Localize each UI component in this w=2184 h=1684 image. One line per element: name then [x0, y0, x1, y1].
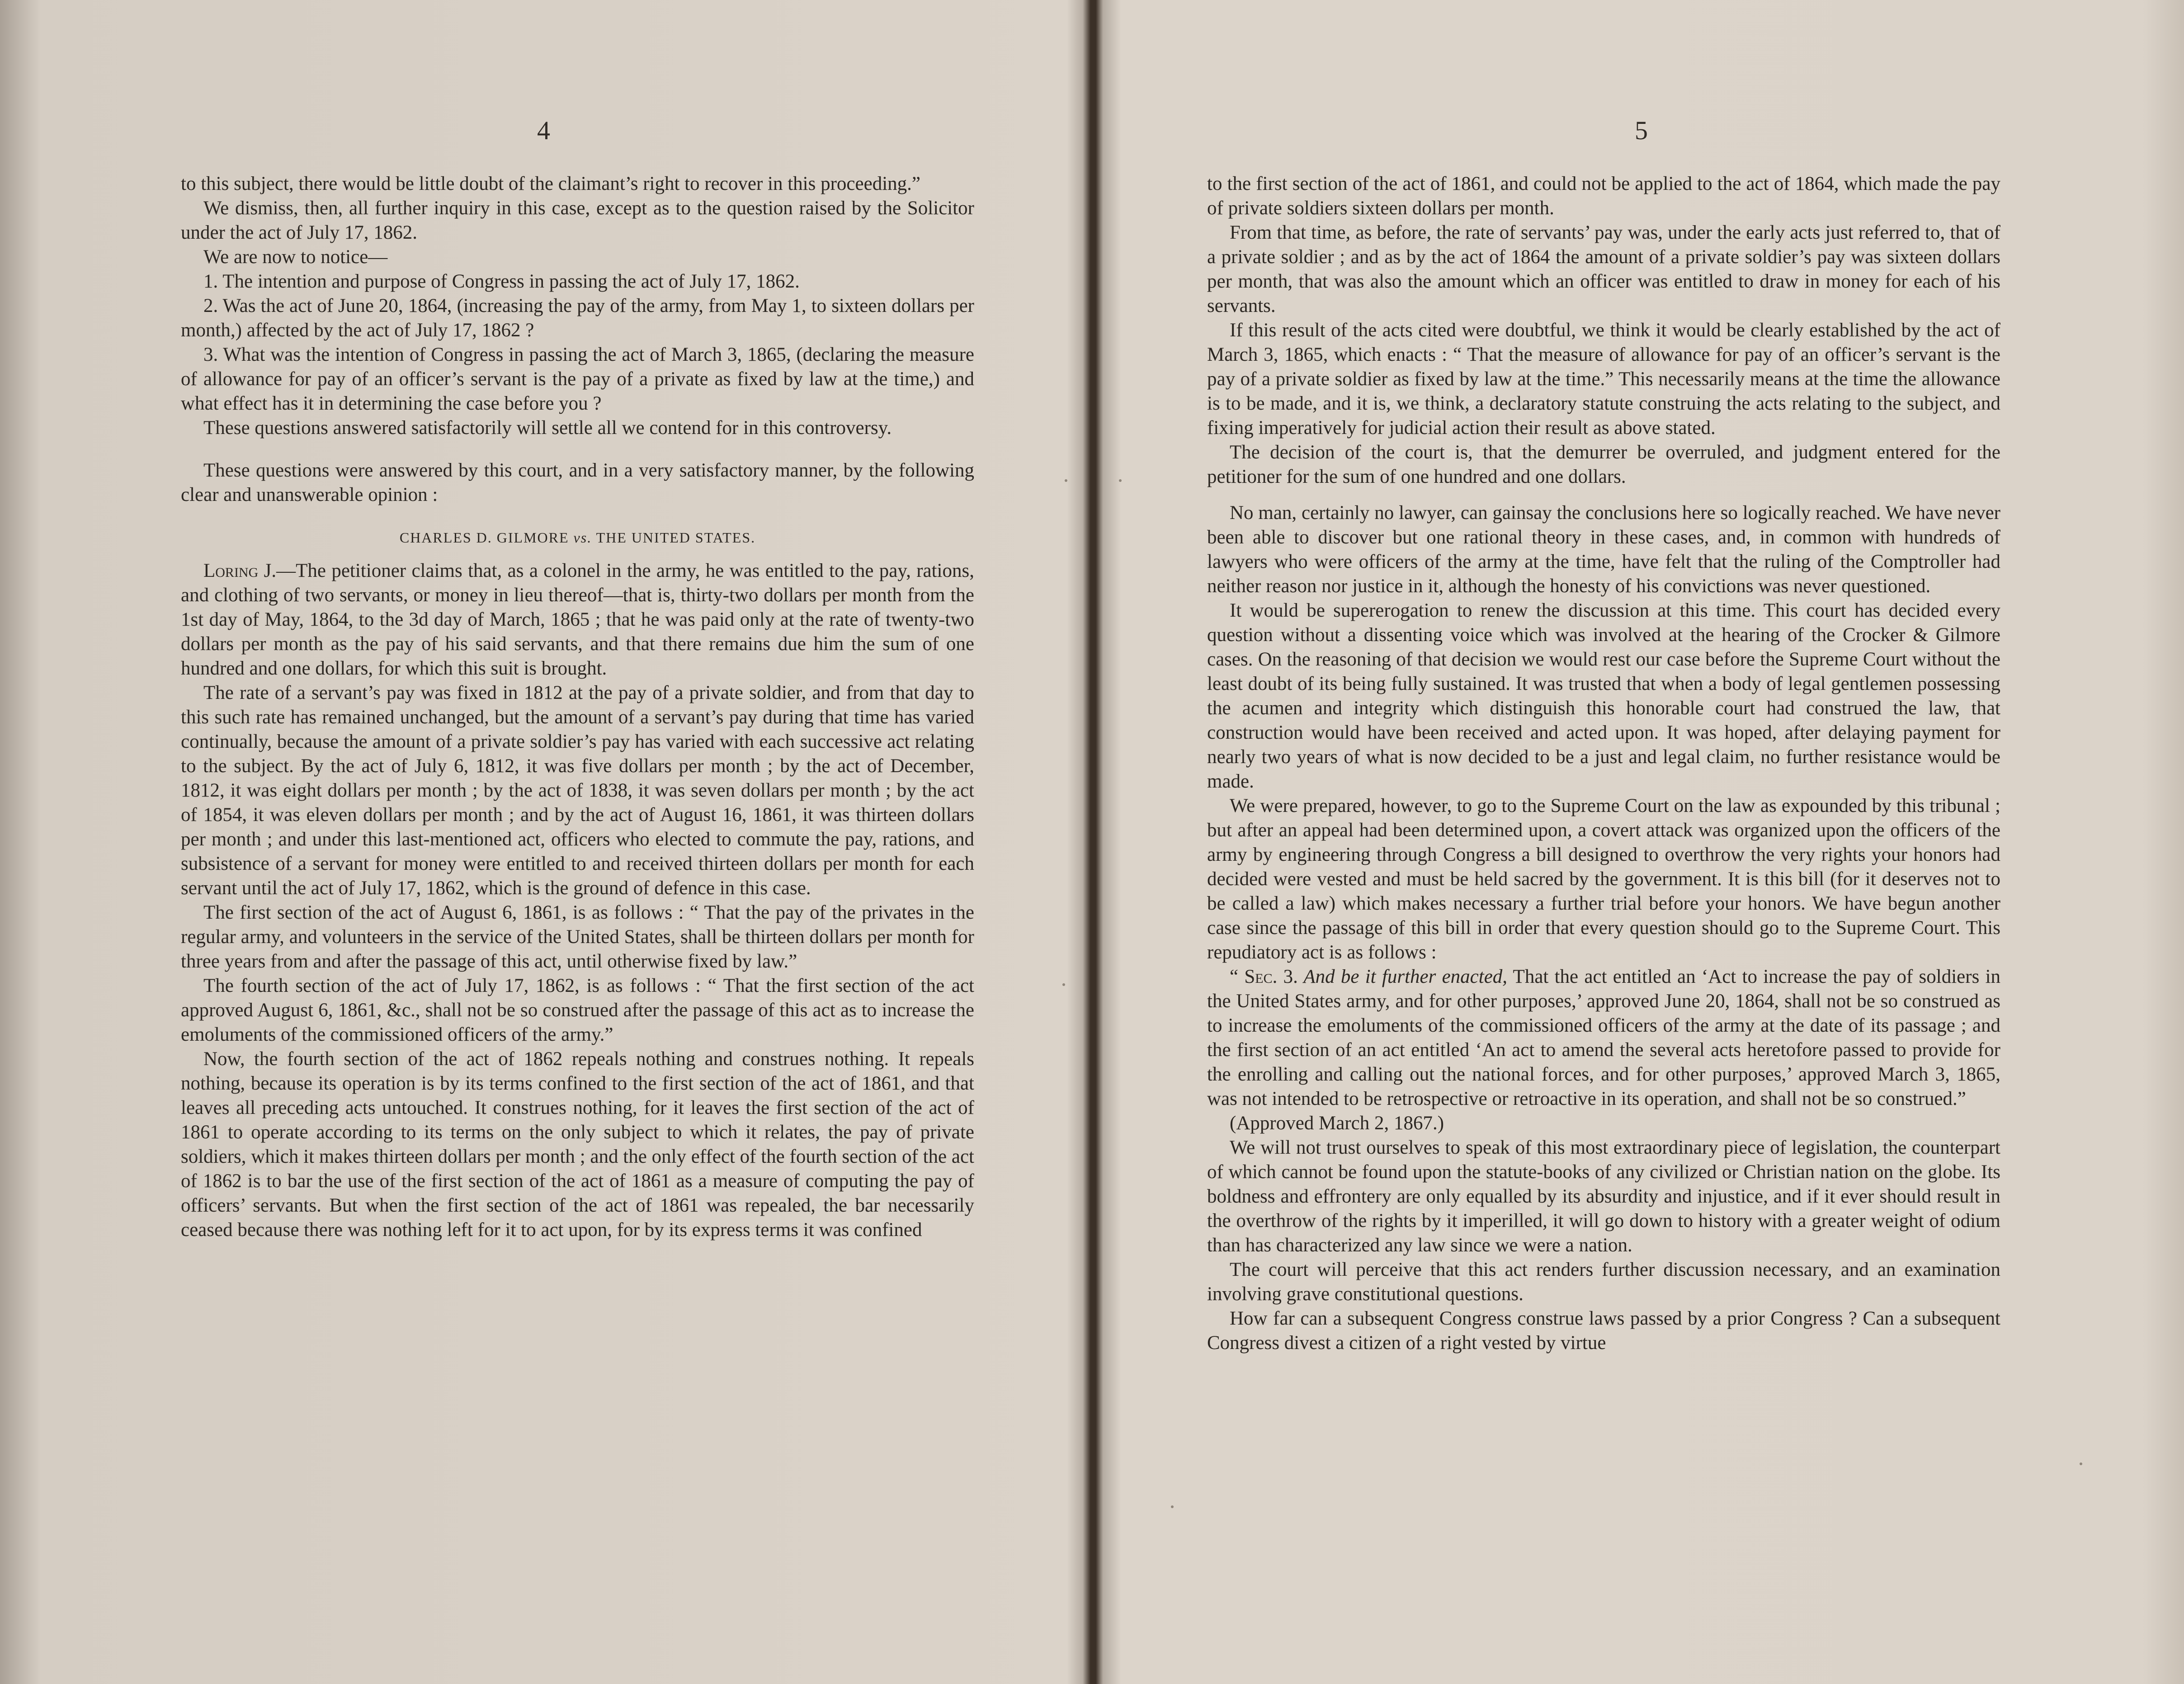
paper-speck [1062, 983, 1065, 986]
judge-name: Loring J. [203, 560, 277, 581]
paragraph: The decision of the court is, that the demurrer be overruled, and judgment entered for the petitioner for the sum of one hundred and one dollars. [1207, 442, 2000, 487]
paragraph: If this result of the acts cited were doubtful, we think it would be clearly established by the act of March 3, 1865, which enacts : “ That the measure of allowance for pay of an officer’s servant is the pay of a private soldier as fixed by law at the time.” This necessarily means at the time the allowance is to be made, and it is, we think, a declaratory statute construing the acts relating to the subject, and fixing imperatively for judicial action their result as above stated. [1207, 320, 2000, 439]
statute-section: Sec. 3. [1244, 966, 1298, 987]
paragraph: From that time, as before, the rate of servants’ pay was, under the early acts just referred to, that of a private soldier ; and as by the act of 1864 the amount of a private soldier’s pay was sixteen dollars per month, that was also the amount which an officer was entitled to draw in money for each of his servants. [1207, 222, 2000, 316]
right-text-column [1207, 172, 2000, 1355]
paragraph: We will not trust ourselves to speak of this most extraordinary piece of legislation, the counterpart of which cannot be found upon the statute-books of any civilized or Christian nation on the globe. Its boldness and effrontery are only equalled by its absurdity and injustice, and if it ever should result in the overthrow of the rights by it imperilled, it will go down to history with a greater weight of odium than has characterized any law since we were a nation. [1207, 1137, 2000, 1256]
paragraph: No man, certainly no lawyer, can gainsay the conclusions here so logically reached. We have never been able to discover but one rational theory in these cases, and, in common with hundreds of lawyers who were officers of the army at the time, have felt that the ruling of the Comptroller had neither reason nor justice in it, although the honesty of his convictions was never questioned. [1207, 502, 2000, 597]
statute-text: That the act entitled an ‘Act to increase the pay of soldiers in the United States army, and for other purposes,’ approved June 20, 1864, shall not be so construed as to increase the emoluments of the commissioned officers of the army at the date of its passage ; and the first section of an act entitled ‘An act to amend the several acts heretofore passed to provide for the enrolling and calling out the national forces, and for other purposes,’ approved March 3, 1865, was not intended to be retrospective or retroactive in its operation, and shall not be so construed.” [1207, 966, 2001, 1109]
paper-speck [1119, 479, 1122, 482]
paper-speck [2080, 1462, 2082, 1465]
paragraph: These questions answered satisfactorily will settle all we contend for in this controversy. [203, 417, 892, 439]
right-page [1099, 0, 2184, 1684]
opinion-paragraph: The first section of the act of August 6, 1861, is as follows : “ That the pay of the privates in the regular army, and volunteers in the service of the United States, shall be thirteen dollars per month for three years from and after the passage of this act, until otherwise fixed by law.” [181, 902, 974, 972]
paper-speck [1065, 479, 1067, 482]
list-item: 3. What was the intention of Congress in passing the act of March 3, 1865, (declaring the measure of allowance for pay of an officer’s servant is the pay of a private as fixed by law at the time,) and what effect has it in determining the case before you ? [181, 344, 974, 414]
left-text-column [181, 172, 974, 1242]
paragraph: to the first section of the act of 1861, and could not be applied to the act of 1864, which made the pay of private soldiers sixteen dollars per month. [1207, 173, 2000, 219]
paragraph: The court will perceive that this act renders further discussion necessary, and an examination involving grave constitutional questions. [1207, 1259, 2000, 1305]
left-page [0, 0, 1087, 1684]
case-versus: vs. [573, 529, 592, 546]
opinion-text: —The petitioner claims that, as a colonel in the army, he was entitled to the pay, rations, and clothing of two servants, or money in lieu thereof—that is, thirty-two dollars per month from the 1st day of May, 1864, to the 3d day of March, 1865 ; that he was paid only at the rate of twenty-two dollars per month as the pay of his said servants, and that there remains due him the sum of one hundred and one dollars, for which this suit is brought. [181, 560, 974, 679]
paper-speck [1171, 1505, 1174, 1508]
paragraph: to this subject, there would be little doubt of the claimant’s right to recover in this proceeding.” [181, 173, 920, 194]
case-heading [181, 525, 974, 550]
paragraph: How far can a subsequent Congress construe laws passed by a prior Congress ? Can a subsequent Congress divest a citizen of a right vested by virtue [1207, 1308, 2000, 1354]
page-number: 4 [537, 116, 550, 145]
opinion-paragraph: Now, the fourth section of the act of 1862 repeals nothing and construes nothing. It repeals nothing, because its operation is by its terms confined to the first section of the act of 1861, and that leaves all preceding acts untouched. It construes nothing, for it leaves the first section of the act of 1861 to operate according to its terms on the only subject to which it relates, the pay of private soldiers, which it makes thirteen dollars per month ; and the only effect of the fourth section of the act of 1862 is to bar the use of the first section of the act of 1861 as a measure of computing the pay of officers’ servants. But when the first section of the act of 1861 was repealed, the bar necessarily ceased because there was nothing left for it to act upon, for by its express terms it was confined [181, 1048, 974, 1241]
paragraph: We are now to notice— [203, 246, 388, 268]
approval-note: (Approved March 2, 1867.) [1230, 1113, 1444, 1134]
case-party-defendant: THE UNITED STATES. [592, 529, 756, 546]
opinion-paragraph: The rate of a servant’s pay was fixed in 1812 at the pay of a private soldier, and from that day to this such rate has remained unchanged, but the amount of a servant’s pay during that time has varied continually, because the amount of a private soldier’s pay has varied with each successive act relating to the subject. By the act of July 6, 1812, it was five dollars per month ; by the act of December, 1812, it was eight dollars per month ; by the act of 1838, it was seven dollars per month ; by the act of 1854, it was eleven dollars per month ; and by the act of August 16, 1861, it was thirteen dollars per month ; and under this last-mentioned act, officers who elected to commute the pay, rations, and subsistence of a servant for money were entitled to and received thirteen dollars per month for each servant until the act of July 17, 1862, which is the ground of defence in this case. [181, 682, 974, 899]
case-party-plaintiff: CHARLES D. GILMORE [399, 529, 574, 546]
opinion-paragraph [181, 559, 974, 681]
list-item: 2. Was the act of June 20, 1864, (increasing the pay of the army, from May 1, to sixteen dollars per month,) affected by the act of July 17, 1862 ? [181, 295, 974, 341]
opinion-paragraph: The fourth section of the act of July 17, 1862, is as follows : “ That the first section of the act approved August 6, 1861, &c., shall not be so construed after the passage of this act as to increase the emoluments of the commissioned officers of the army.” [181, 975, 974, 1045]
paragraph: It would be supererogation to renew the discussion at this time. This court has decided every question without a dissenting voice which was involved at the hearing of the Crocker & Gilmore cases. On the reasoning of that decision we would rest our case before the Supreme Court without the least doubt of its being fully sustained. It was trusted that when a body of legal gentlemen possessing the acumen and integrity which distinguish this honorable court had construed the law, that construction would have been received and acted upon. It was hoped, after delaying payment for nearly two years of what is now decided to be a just and legal claim, no further resistance would be made. [1207, 600, 2000, 792]
quote-open: “ [1230, 966, 1245, 987]
page-number: 5 [1635, 116, 1648, 145]
list-item: 1. The intention and purpose of Congress in passing the act of July 17, 1862. [203, 271, 800, 292]
statute-quote [1207, 965, 2000, 1111]
paragraph: We dismiss, then, all further inquiry in this case, except as to the question raised by the Solicitor under the act of July 17, 1862. [181, 198, 974, 243]
paragraph: These questions were answered by this court, and in a very satisfactory manner, by the following clear and unanswerable opinion : [181, 460, 974, 505]
paragraph: We were prepared, however, to go to the Supreme Court on the law as expounded by this tribunal ; but after an appeal had been determined upon, a covert attack was organized upon the officers of the army by engineering through Congress a bill designed to overthrow the very rights your honors had decided were vested and must be held sacred by the government. It is this bill (for it deserves not to be called a law) which makes necessary a further trial before your honors. We have begun another case since the passage of this bill in order that every question should go to the Supreme Court. This repudiatory act is as follows : [1207, 795, 2000, 963]
enacting-clause: And be it further enacted, [1297, 966, 1508, 987]
